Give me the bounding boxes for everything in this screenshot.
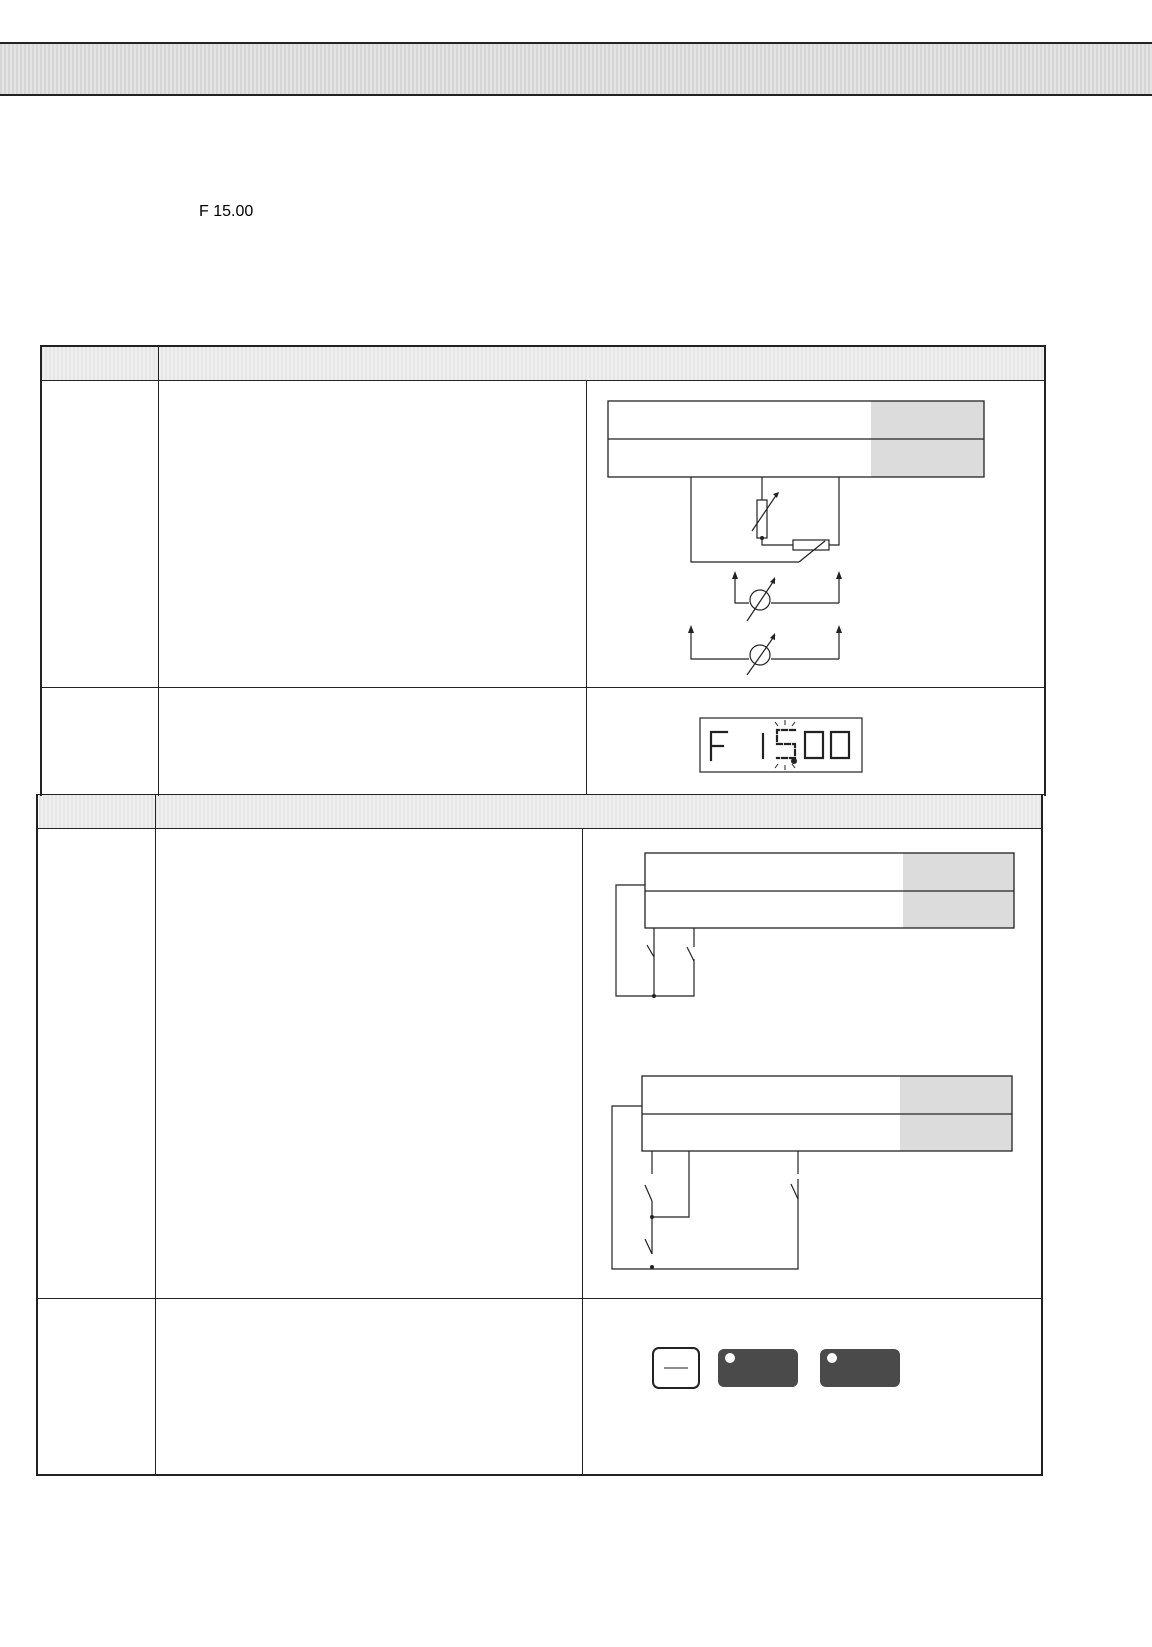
- digit2-header-row: [39, 794, 1043, 828]
- digit1-header-row: [41, 347, 1045, 380]
- run-command-wiring-diagram: [583, 829, 1041, 1298]
- svg-text:F 15.00: F 15.00: [199, 203, 254, 220]
- run-key: [718, 1349, 798, 1387]
- operator-keys: [650, 1345, 905, 1391]
- header-band: [0, 42, 1152, 96]
- operator-display: [199, 203, 863, 774]
- setpoint-wiring-diagram: [587, 381, 1044, 687]
- stop-key: [820, 1349, 900, 1387]
- fwd-rev-key: [653, 1348, 699, 1388]
